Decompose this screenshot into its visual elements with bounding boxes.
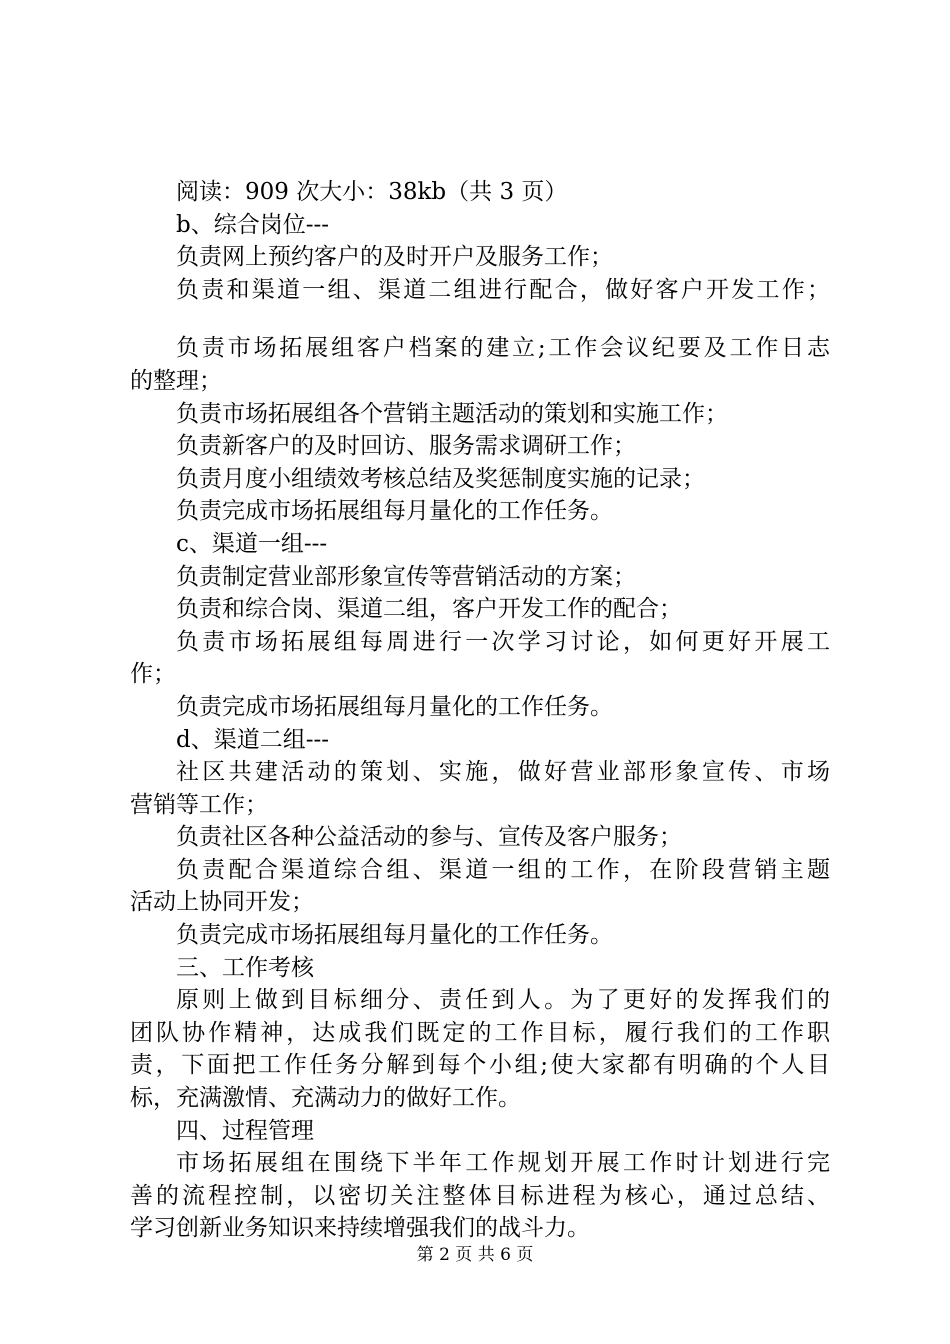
paragraph-line: 营销等工作；: [130, 791, 268, 818]
document-body: [130, 176, 830, 1245]
paragraph-line: 负责配合渠道综合组、渠道一组的工作，在阶段营销主题: [176, 856, 830, 883]
paragraph-line: 负责新客户的及时回访、服务需求调研工作；: [176, 433, 636, 460]
paragraph-line: 负责完成市场拓展组每月量化的工作任务。: [176, 498, 613, 525]
blank-gap: [130, 306, 830, 332]
section-heading-d: d、渠道二组---: [176, 726, 330, 753]
section-heading-b: b、综合岗位---: [176, 211, 330, 238]
paragraph-line: 负责市场拓展组每周进行一次学习讨论，如何更好开展工: [176, 628, 830, 655]
paragraph-line: 标，充满激情、充满动力的做好工作。: [130, 1085, 521, 1112]
paragraph-line: 社区共建活动的策划、实施，做好营业部形象宣传、市场: [176, 759, 830, 786]
paragraph-line: 负责完成市场拓展组每月量化的工作任务。: [176, 693, 613, 720]
paragraph-line: 负责和渠道一组、渠道二组进行配合，做好客户开发工作；: [176, 276, 830, 303]
paragraph-line: 作；: [130, 661, 176, 688]
paragraph-line: 市场拓展组在围绕下半年工作规划开展工作时计划进行完: [176, 1150, 830, 1177]
section-heading-c: c、渠道一组---: [176, 530, 328, 557]
paragraph-line: 负责和综合岗、渠道二组，客户开发工作的配合；: [176, 596, 682, 623]
paragraph-line: 原则上做到目标细分、责任到人。为了更好的发挥我们的: [176, 987, 830, 1014]
paragraph-line: 团队协作精神，达成我们既定的工作目标，履行我们的工作职: [130, 1019, 830, 1046]
paragraph-line: 活动上协同开发；: [130, 889, 314, 916]
paragraph-line: 学习创新业务知识来持续增强我们的战斗力。: [130, 1215, 590, 1242]
paragraph-line: 负责完成市场拓展组每月量化的工作任务。: [176, 922, 613, 949]
paragraph-line: 负责社区各种公益活动的参与、宣传及客户服务；: [176, 824, 682, 851]
section-heading-4: 四、过程管理: [176, 1117, 314, 1144]
paragraph-line: 负责制定营业部形象宣传等营销活动的方案；: [176, 563, 636, 590]
page-number-footer: 第 2 页 共 6 页: [416, 1245, 534, 1265]
paragraph-line: 负责市场拓展组各个营销主题活动的策划和实施工作；: [176, 400, 728, 427]
paragraph-line: 负责网上预约客户的及时开户及服务工作；: [176, 244, 613, 271]
paragraph-line: 负责市场拓展组客户档案的建立;工作会议纪要及工作日志: [176, 335, 830, 362]
paragraph-line: 责，下面把工作任务分解到每个小组;使大家都有明确的个人目: [130, 1052, 830, 1079]
reading-info-line: 阅读：909 次大小：38kb（共 3 页）: [176, 179, 568, 205]
paragraph-line: 负责月度小组绩效考核总结及奖惩制度实施的记录；: [176, 465, 705, 492]
paragraph-line: 善的流程控制，以密切关注整体目标进程为核心，通过总结、: [130, 1182, 830, 1209]
section-heading-3: 三、工作考核: [176, 954, 314, 981]
paragraph-line: 的整理；: [130, 367, 222, 394]
